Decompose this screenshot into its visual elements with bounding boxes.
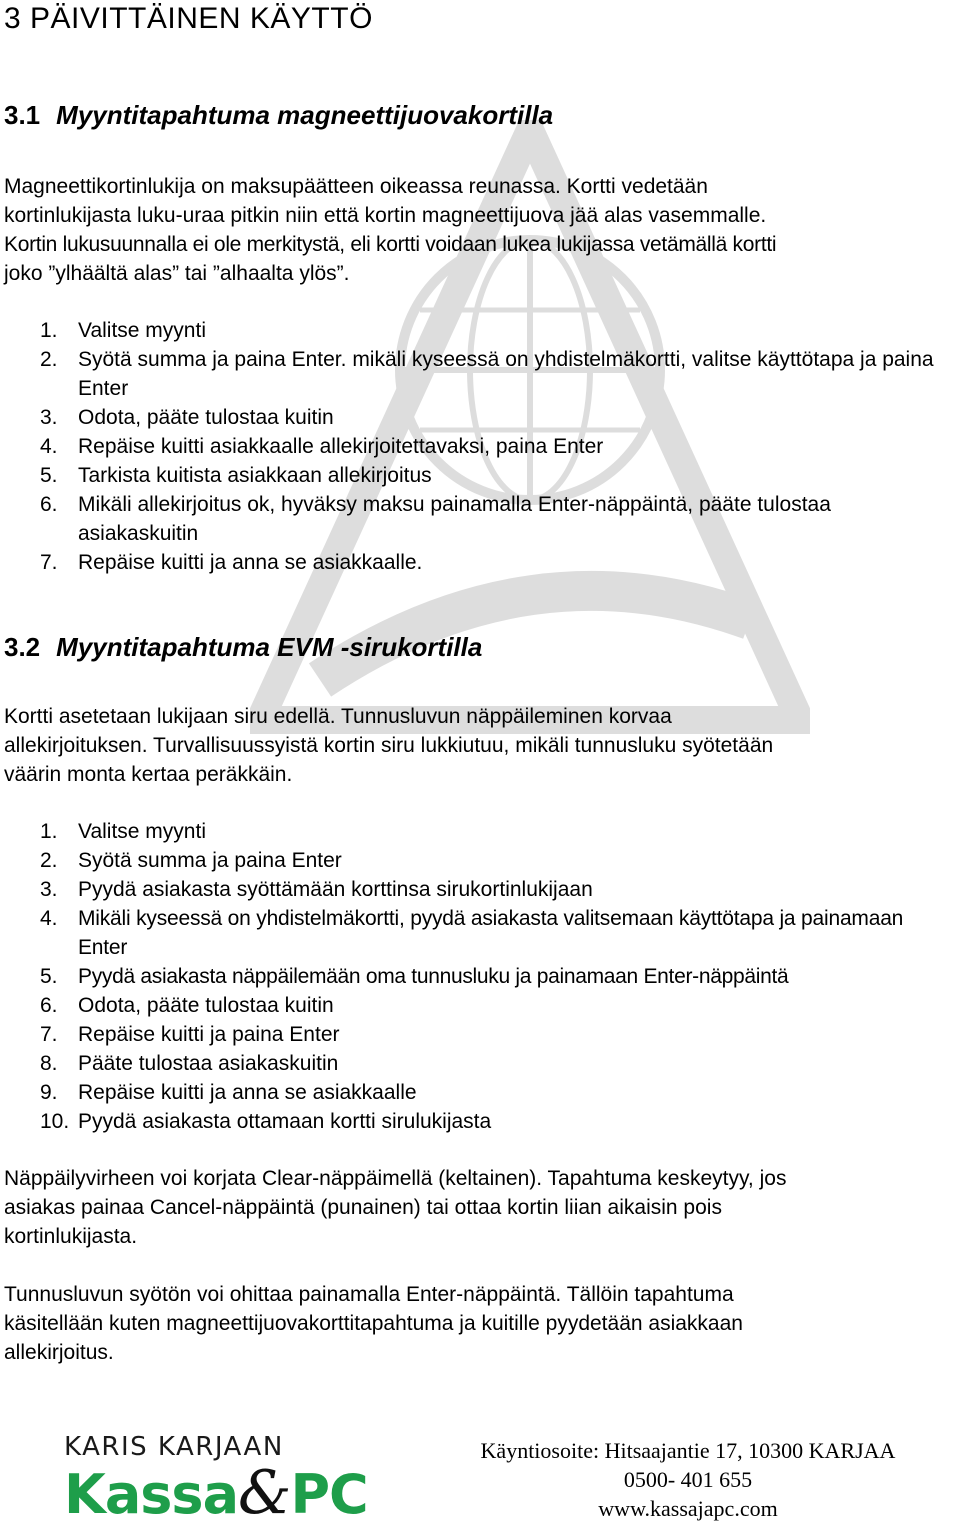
website-link[interactable]: www.kassajapc.com: [598, 1496, 778, 1521]
list-item: [4, 1107, 956, 1136]
section2-intro: [4, 702, 956, 789]
section-number: 3.2: [4, 632, 41, 662]
list-item: [4, 345, 956, 403]
list-item: [4, 1020, 956, 1049]
contact-info: [448, 1436, 928, 1523]
step-number: 8.: [40, 1052, 58, 1075]
step-number: 1.: [40, 820, 58, 843]
step-text: Repäise kuitti asiakkaalle allekirjoitettavaksi, paina Enter: [78, 435, 604, 458]
note-line: asiakas painaa Cancel-näppäintä (punainen) tai ottaa kortin liian aikaisin pois: [4, 1196, 722, 1219]
step-text: Repäise kuitti ja anna se asiakkaalle: [78, 1081, 417, 1104]
step-number: 9.: [40, 1081, 58, 1104]
section-title: Myyntitapahtuma EVM -sirukortilla: [56, 632, 483, 662]
step-text: Repäise kuitti ja paina Enter: [78, 1023, 340, 1046]
note-line: Näppäilyvirheen voi korjata Clear-näppäimellä (keltainen). Tapahtuma keskeytyy, jos: [4, 1167, 787, 1190]
list-item: [4, 1049, 956, 1078]
logo-pc: PC: [290, 1463, 368, 1526]
step-text: Mikäli kyseessä on yhdistelmäkortti, pyydä asiakasta valitsemaan käyttötapa ja painamaan Enter: [78, 907, 904, 959]
step-text: Pääte tulostaa asiakaskuitin: [78, 1052, 339, 1075]
logo-ampersand: &: [238, 1458, 291, 1528]
intro-line: Magneettikortinlukija on maksupäätteen oikeassa reunassa. Kortti vedetään: [4, 175, 708, 198]
step-text: Tarkista kuitista asiakkaan allekirjoitus: [78, 464, 432, 487]
intro-line: Kortin lukusuunnalla ei ole merkitystä, eli kortti voidaan lukea lukijassa vetämällä kortti: [4, 233, 777, 256]
step-text: Repäise kuitti ja anna se asiakkaalle.: [78, 551, 423, 574]
page-title: 3 PÄIVITTÄINEN KÄYTTÖ: [4, 2, 373, 35]
company-logo: [64, 1458, 368, 1528]
step-number: 1.: [40, 319, 58, 342]
step-number: 2.: [40, 849, 58, 872]
step-text: Pyydä asiakasta näppäilemään oma tunnusluku ja painamaan Enter-näppäintä: [78, 965, 789, 988]
step-text: Mikäli allekirjoitus ok, hyväksy maksu painamalla Enter-näppäintä, pääte tulostaa asiakaskuitin: [78, 493, 831, 545]
step-text: Odota, pääte tulostaa kuitin: [78, 406, 334, 429]
step-number: 4.: [40, 435, 58, 458]
step-text: Syötä summa ja paina Enter. mikäli kyseessä on yhdistelmäkortti, valitse käyttötapa ja paina Enter: [78, 348, 934, 400]
section-heading-3-1: [4, 100, 553, 131]
section2-steps: [4, 817, 956, 1136]
step-text: Odota, pääte tulostaa kuitin: [78, 994, 334, 1017]
list-item: [4, 962, 956, 991]
section-title: Myyntitapahtuma magneettijuovakortilla: [56, 100, 554, 130]
list-item: [4, 1078, 956, 1107]
section1-intro: [4, 172, 956, 288]
list-item: [4, 403, 956, 432]
step-number: 2.: [40, 348, 58, 371]
list-item: [4, 548, 956, 577]
section2-note-skip-pin: [4, 1280, 956, 1367]
intro-line: kortinlukijasta luku-uraa pitkin niin että kortin magneettijuova jää alas vasemmalle.: [4, 204, 767, 227]
step-number: 7.: [40, 551, 58, 574]
step-number: 6.: [40, 994, 58, 1017]
step-text: Valitse myynti: [78, 319, 206, 342]
list-item: [4, 432, 956, 461]
step-number: 3.: [40, 878, 58, 901]
step-text: Valitse myynti: [78, 820, 206, 843]
list-item: [4, 875, 956, 904]
note-line: käsitellään kuten magneettijuovakorttitapahtuma ja kuitille pyydetään asiakkaan: [4, 1312, 743, 1335]
step-text: Pyydä asiakasta syöttämään korttinsa sirukortinlukijaan: [78, 878, 593, 901]
logo-kassa: Kassa: [64, 1463, 239, 1526]
step-number: 6.: [40, 493, 58, 516]
list-item: [4, 316, 956, 345]
note-line: kortinlukijasta.: [4, 1225, 138, 1248]
step-number: 4.: [40, 907, 58, 930]
note-line: Tunnusluvun syötön voi ohittaa painamalla Enter-näppäintä. Tällöin tapahtuma: [4, 1283, 734, 1306]
step-number: 3.: [40, 406, 58, 429]
step-number: 5.: [40, 965, 58, 988]
step-number: 7.: [40, 1023, 58, 1046]
list-item: [4, 817, 956, 846]
note-line: allekirjoitus.: [4, 1341, 114, 1364]
list-item: [4, 904, 956, 962]
page-footer: [0, 1428, 960, 1526]
section-heading-3-2: [4, 632, 482, 663]
intro-line: väärin monta kertaa peräkkäin.: [4, 763, 293, 786]
address: Käyntiosoite: Hitsaajantie 17, 10300 KARJAA: [480, 1438, 896, 1463]
list-item: [4, 461, 956, 490]
intro-line: Kortti asetetaan lukijaan siru edellä. Tunnusluvun näppäileminen korvaa: [4, 705, 672, 728]
step-text: Pyydä asiakasta ottamaan kortti sirulukijasta: [78, 1110, 492, 1133]
section1-steps: [4, 316, 956, 577]
list-item: [4, 846, 956, 875]
step-text: Syötä summa ja paina Enter: [78, 849, 342, 872]
step-number: 5.: [40, 464, 58, 487]
phone-number: 0500- 401 655: [623, 1467, 753, 1492]
step-number: 10.: [40, 1110, 70, 1133]
intro-line: allekirjoituksen. Turvallisuussyistä kortin siru lukkiutuu, mikäli tunnusluku syötetään: [4, 734, 774, 757]
section-number: 3.1: [4, 100, 41, 130]
intro-line: joko ”ylhäältä alas” tai ”alhaalta ylös”.: [4, 262, 350, 285]
company-logo-city: KARIS KARJAAN: [64, 1432, 284, 1462]
list-item: [4, 490, 956, 548]
list-item: [4, 991, 956, 1020]
section2-note-errors: [4, 1164, 956, 1251]
